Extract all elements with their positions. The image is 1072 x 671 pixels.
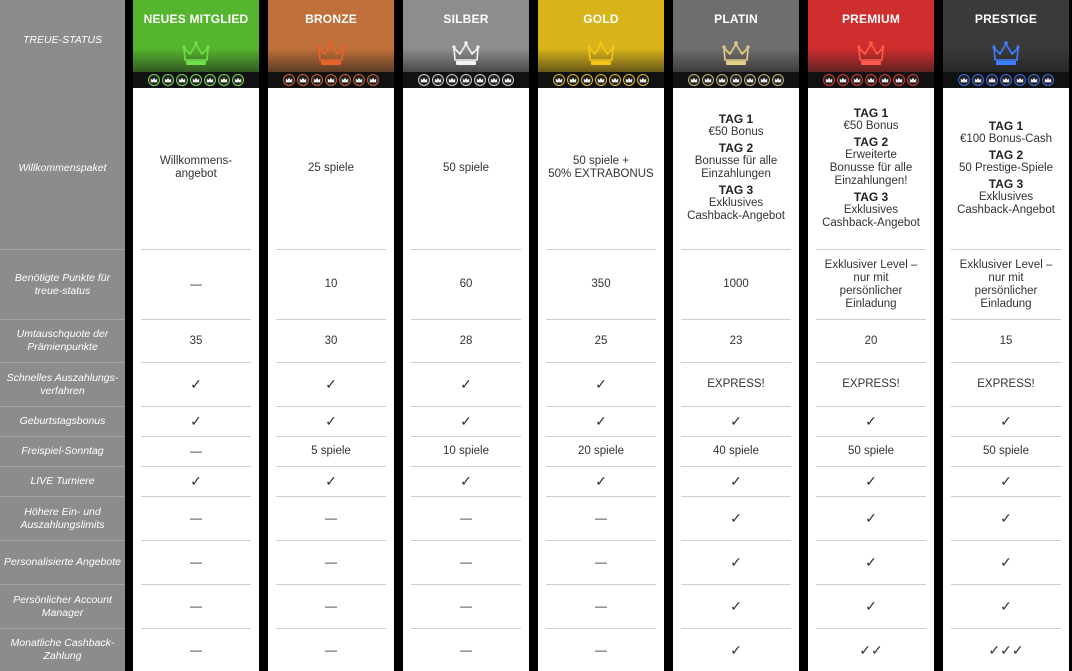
tier-header [403,0,529,88]
tier-cell-payout [951,363,1061,407]
row-label: Geburtstagsbonus [0,407,125,437]
tier-column [943,0,1069,671]
crown-icon [451,38,481,68]
level-crown-icon [190,74,202,86]
level-crown-icon [716,74,728,86]
level-crown-icon [162,74,174,86]
crown-icon [991,38,1021,68]
tier-column [268,0,394,671]
tier-cell-birthday [951,407,1061,437]
dash-icon: — [595,511,607,525]
crown-icon [181,38,211,68]
tier-column [538,0,664,671]
level-crown-icon [823,74,835,86]
tier-cell-package [141,88,251,250]
cell-value: 50 spiele [982,445,1030,457]
tier-cell-limits [141,497,251,541]
tier-cell-payout [816,363,926,407]
row-label: Persönlicher Account Manager [0,585,125,629]
tier-cell-offers [546,541,656,585]
cell-value: 10 spiele [442,445,490,457]
level-crown-icon [595,74,607,86]
tier-column [403,0,529,671]
level-crown-icon [1042,74,1054,86]
level-crown-icon [297,74,309,86]
level-crown-icon [893,74,905,86]
level-crown-icon [744,74,756,86]
tier-cell-payout [276,363,386,407]
tier-cell-offers [276,541,386,585]
cell-value: 350 [591,278,611,290]
cell-value: 10 [324,278,338,290]
tier-cell-manager [681,585,791,629]
level-crown-icon [879,74,891,86]
tier-cell-offers [816,541,926,585]
tier-cell-payout [141,363,251,407]
level-crown-icon [637,74,649,86]
tier-cell-points [816,250,926,320]
tier-cell-limits [681,497,791,541]
tier-cell-points [681,250,791,320]
check-icon: ✓ [865,598,877,614]
check-icon: ✓ [865,510,877,526]
tier-cell-package [546,88,656,250]
level-crown-icon [283,74,295,86]
tier-cell-payout [546,363,656,407]
tier-cell-rate [816,320,926,363]
tier-cell-offers [681,541,791,585]
tier-cell-live [546,467,656,497]
row-label: Freispiel-Sonntag [0,437,125,467]
tier-cell-rate [411,320,521,363]
package-day-text: 50 spiele [442,161,490,174]
level-crown-icon [986,74,998,86]
package-day-text: Exklusives Cashback-Angebot [687,197,785,222]
package-day-title: TAG 2 [718,141,754,155]
package-day-text: Exklusives Cashback-Angebot [957,190,1055,216]
tier-header [538,0,664,88]
tier-cell-offers [411,541,521,585]
tier-cell-package [816,88,926,250]
level-crown-icon [851,74,863,86]
cell-value: 28 [459,334,473,347]
level-crown-icon [758,74,770,86]
level-crown-icon [204,74,216,86]
tier-cell-cashback [141,629,251,671]
check-icon: ✓ [730,510,742,526]
package-day-title: TAG 1 [853,105,889,120]
cell-value: 23 [729,334,743,347]
tier-cell-freespin [681,437,791,467]
dash-icon: — [325,599,337,613]
tier-header [268,0,394,88]
tier-cell-limits [411,497,521,541]
cell-value: 60 [459,278,473,290]
tier-cell-manager [816,585,926,629]
check-icon: ✓ [730,554,742,570]
tier-column [133,0,259,671]
dash-icon: — [460,555,472,569]
level-crown-icon [232,74,244,86]
level-crown-icon [623,74,635,86]
header-label: TREUE-STATUS [23,34,102,46]
tier-cell-points [546,250,656,320]
check-icon: ✓ [730,641,742,658]
cell-value: 35 [189,334,203,347]
tier-cell-cashback [546,629,656,671]
tier-cell-live [411,467,521,497]
dash-icon: — [595,642,607,657]
check-icon: ✓ [595,376,607,392]
row-label: Monatliche Cashback-Zahlung [10,637,115,662]
dash-icon: — [460,642,472,657]
row-label: Willkommenspaket [0,88,125,250]
tier-cell-offers [141,541,251,585]
tier-cell-birthday [681,407,791,437]
dash-icon: — [190,599,202,613]
level-crown-icon [958,74,970,86]
tier-cell-freespin [816,437,926,467]
check-icon: ✓ [1000,598,1012,614]
tier-cell-manager [276,585,386,629]
tier-cell-limits [816,497,926,541]
tier-cell-rate [681,320,791,363]
cell-value: 25 [594,334,608,347]
level-crown-icon [488,74,500,86]
level-crown-icon [460,74,472,86]
dash-icon: — [460,511,472,525]
cell-value: 30 [324,334,338,347]
tier-cell-points [411,250,521,320]
dash-icon: — [595,599,607,613]
cell-value: EXPRESS! [707,378,765,390]
tier-cell-points [141,250,251,320]
tier-cell-live [141,467,251,497]
level-crown-icon [837,74,849,86]
level-crown-icon [553,74,565,86]
level-crown-icon [148,74,160,86]
package-day-title: TAG 2 [988,147,1024,162]
tier-cell-cashback [276,629,386,671]
check-icon: ✓ [595,473,607,489]
tier-cell-live [681,467,791,497]
level-crown-icon [218,74,230,86]
tier-cell-cashback [411,629,521,671]
level-crown-icon [367,74,379,86]
dash-icon: — [190,277,202,291]
check-icon: ✓ [1000,510,1012,526]
level-crown-icon [609,74,621,86]
package-day-text: 50 Prestige-Spiele [959,161,1053,174]
tier-cell-manager [411,585,521,629]
check-icon: ✓ [730,413,742,429]
row-label: Umtauschquote der Prämienpunkte [0,320,125,363]
package-day-title: TAG 2 [853,134,889,149]
check-icon: ✓ [730,598,742,614]
dash-icon: — [190,642,202,657]
package-day-text: 25 spiele [307,161,355,174]
tier-name: NEUES MITGLIED [143,12,249,26]
level-crown-icon [311,74,323,86]
tier-level-dots [268,72,394,88]
tier-cell-freespin [276,437,386,467]
check-icon: ✓ [865,413,877,429]
tier-cell-payout [411,363,521,407]
tier-cell-cashback [681,629,791,671]
level-crown-icon [325,74,337,86]
tier-cell-limits [951,497,1061,541]
cell-value: 50 spiele [847,445,895,457]
cell-value: EXPRESS! [842,378,900,390]
tier-cell-rate [141,320,251,363]
tier-cell-birthday [141,407,251,437]
package-day-title: TAG 1 [718,112,754,126]
check-icon: ✓ [190,473,202,489]
cell-value: 20 spiele [577,445,625,457]
tier-cell-points [951,250,1061,320]
level-crown-icon [581,74,593,86]
dash-icon: — [460,599,472,613]
tier-cell-manager [546,585,656,629]
row-label: Personalisierte Angebote [0,541,125,585]
level-crown-icon [432,74,444,86]
row-label-column [0,0,125,671]
cell-value: Exklusiver Level – nur mit persönlicher Einladung [959,258,1053,310]
check-icon: ✓ [865,554,877,570]
level-crown-icon [1028,74,1040,86]
check-icon: ✓ [325,413,337,429]
check-icon: ✓ [730,473,742,489]
check-icon: ✓ [1000,554,1012,570]
tier-cell-cashback [951,629,1061,671]
tier-level-dots [403,72,529,88]
package-day-title: TAG 3 [853,189,889,204]
tier-cell-package [276,88,386,250]
tier-cell-birthday [546,407,656,437]
tier-level-dots [673,72,799,88]
package-day-title: TAG 1 [988,118,1024,133]
level-crown-icon [688,74,700,86]
tier-cell-birthday [816,407,926,437]
package-day-text: 50 spiele + 50% EXTRABONUS [548,155,654,180]
tier-cell-live [951,467,1061,497]
tier-cell-freespin [411,437,521,467]
tier-name: PLATIN [714,12,758,26]
tier-level-dots [133,72,259,88]
level-crown-icon [446,74,458,86]
tier-cell-cashback [816,629,926,671]
tier-cell-birthday [276,407,386,437]
dash-icon: — [325,511,337,525]
check-icon: ✓ [460,413,472,429]
tier-name: GOLD [583,12,619,26]
tier-cell-offers [951,541,1061,585]
level-crown-icon [353,74,365,86]
tier-header [673,0,799,88]
tier-level-dots [538,72,664,88]
dash-icon: — [325,642,337,657]
row-label: Höhere Ein- und Auszahlungslimits [0,497,125,541]
tier-cell-package [681,88,791,250]
dash-icon: — [190,511,202,525]
level-crown-icon [474,74,486,86]
check-icon: ✓ [325,376,337,392]
package-day-text: Erweiterte Bonusse für alle Einzahlungen! [829,148,913,187]
tier-cell-package [411,88,521,250]
tier-level-dots [808,72,934,88]
cell-value: Exklusiver Level – nur mit persönlicher Einladung [824,258,918,310]
level-crown-icon [772,74,784,86]
tier-name: BRONZE [305,12,357,26]
package-day-text: Bonusse für alle Einzahlungen [694,155,778,180]
tier-level-dots [943,72,1069,88]
check-icon: ✓ [1000,413,1012,429]
tier-column [673,0,799,671]
tier-cell-freespin [951,437,1061,467]
check-icon: ✓ [325,473,337,489]
tier-cell-payout [681,363,791,407]
tier-cell-package [951,88,1061,250]
cell-value: 15 [999,334,1013,347]
tier-cell-limits [546,497,656,541]
row-label: Benötigte Punkte für treue-status [0,250,125,320]
check-icon: ✓ [865,473,877,489]
level-crown-icon [730,74,742,86]
row-label: Schnelles Auszahlungs-verfahren [0,363,125,407]
tier-name: PRESTIGE [974,12,1038,26]
cell-value: 5 spiele [311,445,351,457]
package-day-text: €100 Bonus-Cash [959,132,1053,145]
level-crown-icon [702,74,714,86]
package-day-text: Exklusives Cashback-Angebot [822,203,920,229]
tier-cell-points [276,250,386,320]
check-icon: ✓✓ [859,641,883,658]
check-icon: ✓ [595,413,607,429]
tier-cell-manager [141,585,251,629]
tier-cell-live [816,467,926,497]
row-label: LIVE Turniere [0,467,125,497]
tier-cell-rate [276,320,386,363]
cell-value: EXPRESS! [977,378,1035,390]
tier-column [808,0,934,671]
tier-cell-freespin [546,437,656,467]
level-crown-icon [1000,74,1012,86]
level-crown-icon [1014,74,1026,86]
package-day-title: TAG 3 [718,183,754,197]
check-icon: ✓ [1000,473,1012,489]
tier-header [943,0,1069,88]
level-crown-icon [865,74,877,86]
package-day-text: €50 Bonus [843,119,899,132]
check-icon: ✓ [460,473,472,489]
tier-cell-rate [951,320,1061,363]
cell-value: 20 [864,334,878,347]
check-icon: ✓ [190,413,202,429]
level-crown-icon [339,74,351,86]
package-day-text: €50 Bonus [708,126,764,138]
crown-icon [721,38,751,68]
tier-header [808,0,934,88]
dash-icon: — [325,555,337,569]
cell-value: 1000 [723,278,749,290]
tier-header [133,0,259,88]
level-crown-icon [567,74,579,86]
tier-cell-freespin [141,437,251,467]
dash-icon: — [190,444,202,458]
crown-icon [856,38,886,68]
level-crown-icon [176,74,188,86]
package-day-title: TAG 3 [988,176,1024,191]
tier-cell-birthday [411,407,521,437]
level-crown-icon [972,74,984,86]
package-day-text: Willkommens- angebot [159,155,233,180]
check-icon: ✓ [190,376,202,392]
crown-icon [586,38,616,68]
dash-icon: — [190,555,202,569]
tier-cell-manager [951,585,1061,629]
tier-name: PREMIUM [841,12,901,26]
crown-icon [316,38,346,68]
tier-cell-limits [276,497,386,541]
cell-value: 40 spiele [712,445,760,457]
level-crown-icon [907,74,919,86]
tier-cell-live [276,467,386,497]
dash-icon: — [595,555,607,569]
check-icon: ✓ [460,376,472,392]
level-crown-icon [418,74,430,86]
tier-cell-rate [546,320,656,363]
level-crown-icon [502,74,514,86]
check-icon: ✓✓✓ [988,641,1024,658]
tier-name: SILBER [443,12,489,26]
